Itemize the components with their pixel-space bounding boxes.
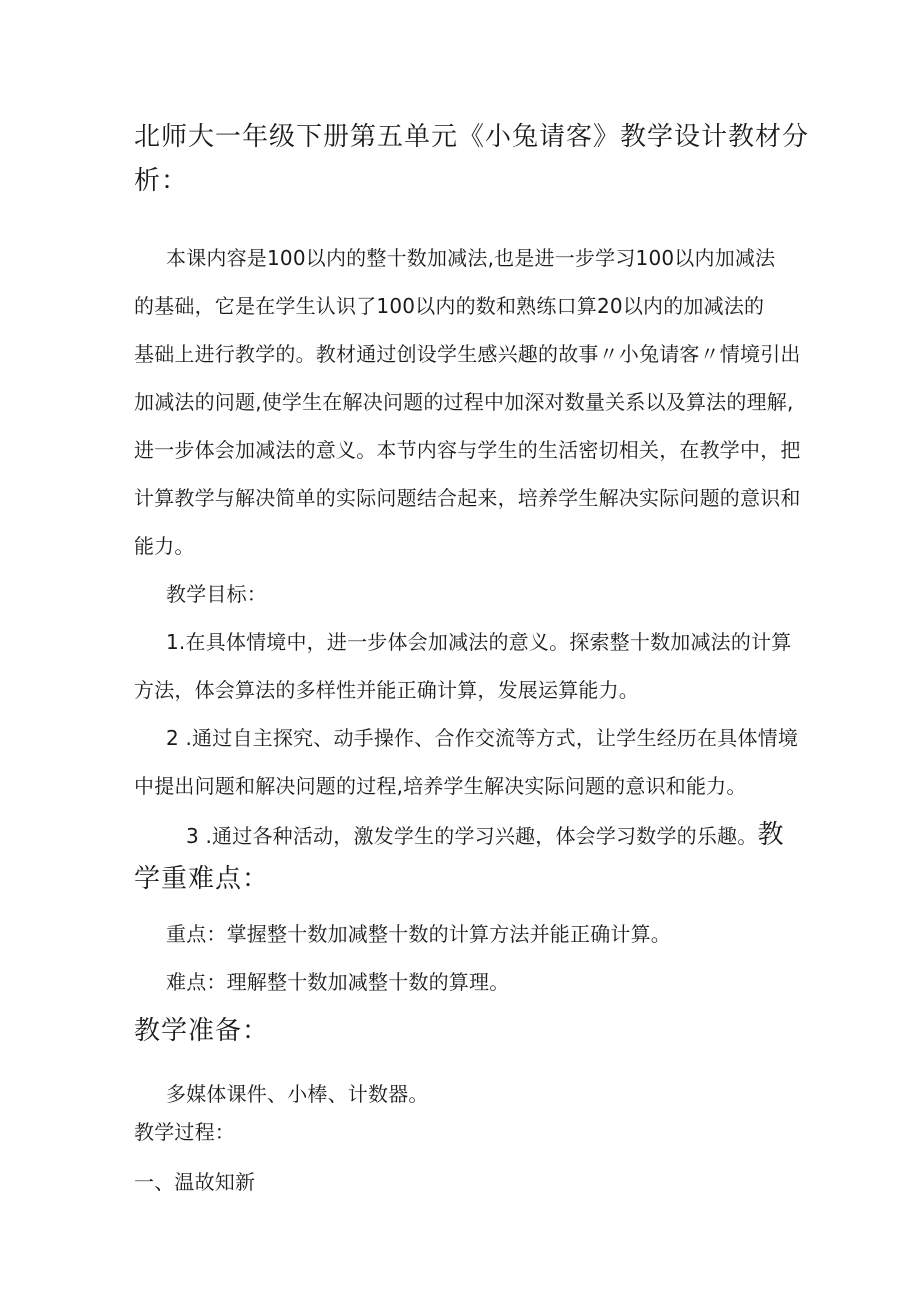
document-title: 北师大一年级下册第五单元《小兔请客》教学设计教材分 — [134, 122, 810, 152]
difficulty-point: 难点：理解整十数加减整十数的算理。 — [166, 970, 510, 994]
document-title-continued: 析： — [134, 166, 189, 196]
goal-3-text: 3 .通过各种活动，激发学生的学习兴趣，体会学习数学的乐趣。 — [186, 824, 758, 848]
preparation-items: 多媒体课件、小棒、计数器。 — [166, 1082, 429, 1106]
key-difficulty-heading: 学重难点： — [134, 864, 270, 894]
process-step-1: 一、温故知新 — [134, 1170, 256, 1194]
process-heading: 教学过程： — [134, 1120, 235, 1144]
goal-1-line: 方法，体会算法的多样性并能正确计算，发展运算能力。 — [134, 678, 639, 702]
intro-paragraph-line: 进一步体会加减法的意义。本节内容与学生的生活密切相关，在教学中，把 — [134, 438, 801, 462]
goal-2-line: 2 .通过自主探究、动手操作、合作交流等方式，让学生经历在具体情境 — [166, 726, 799, 750]
goal-2-line: 中提出问题和解决问题的过程,培养学生解决实际问题的意识和能力。 — [134, 774, 747, 798]
intro-paragraph-line: 基础上进行教学的。教材通过创设学生感兴趣的故事〃小兔请客〃情境引出 — [134, 342, 801, 366]
intro-paragraph-line: 计算教学与解决简单的实际问题结合起来，培养学生解决实际问题的意识和 — [134, 486, 801, 510]
preparation-heading: 教学准备： — [134, 1016, 270, 1046]
goals-heading: 教学目标： — [166, 582, 267, 606]
key-point: 重点：掌握整十数加减整十数的计算方法并能正确计算。 — [166, 922, 671, 946]
intro-paragraph-line: 的基础，它是在学生认识了100以内的数和熟练口算20以内的加减法的 — [134, 294, 765, 318]
goal-1-line: 1.在具体情境中，进一步体会加减法的意义。探索整十数加减法的计算 — [166, 630, 792, 654]
intro-paragraph-line: 加减法的问题,使学生在解决问题的过程中加深对数量关系以及算法的理解, — [134, 390, 794, 414]
intro-paragraph-line: 能力。 — [134, 534, 195, 558]
intro-paragraph-line: 本课内容是100以内的整十数加减法,也是进一步学习100以内加减法 — [166, 246, 776, 270]
goal-3-line — [186, 814, 784, 851]
goal-3-tail: 教 — [757, 820, 785, 850]
